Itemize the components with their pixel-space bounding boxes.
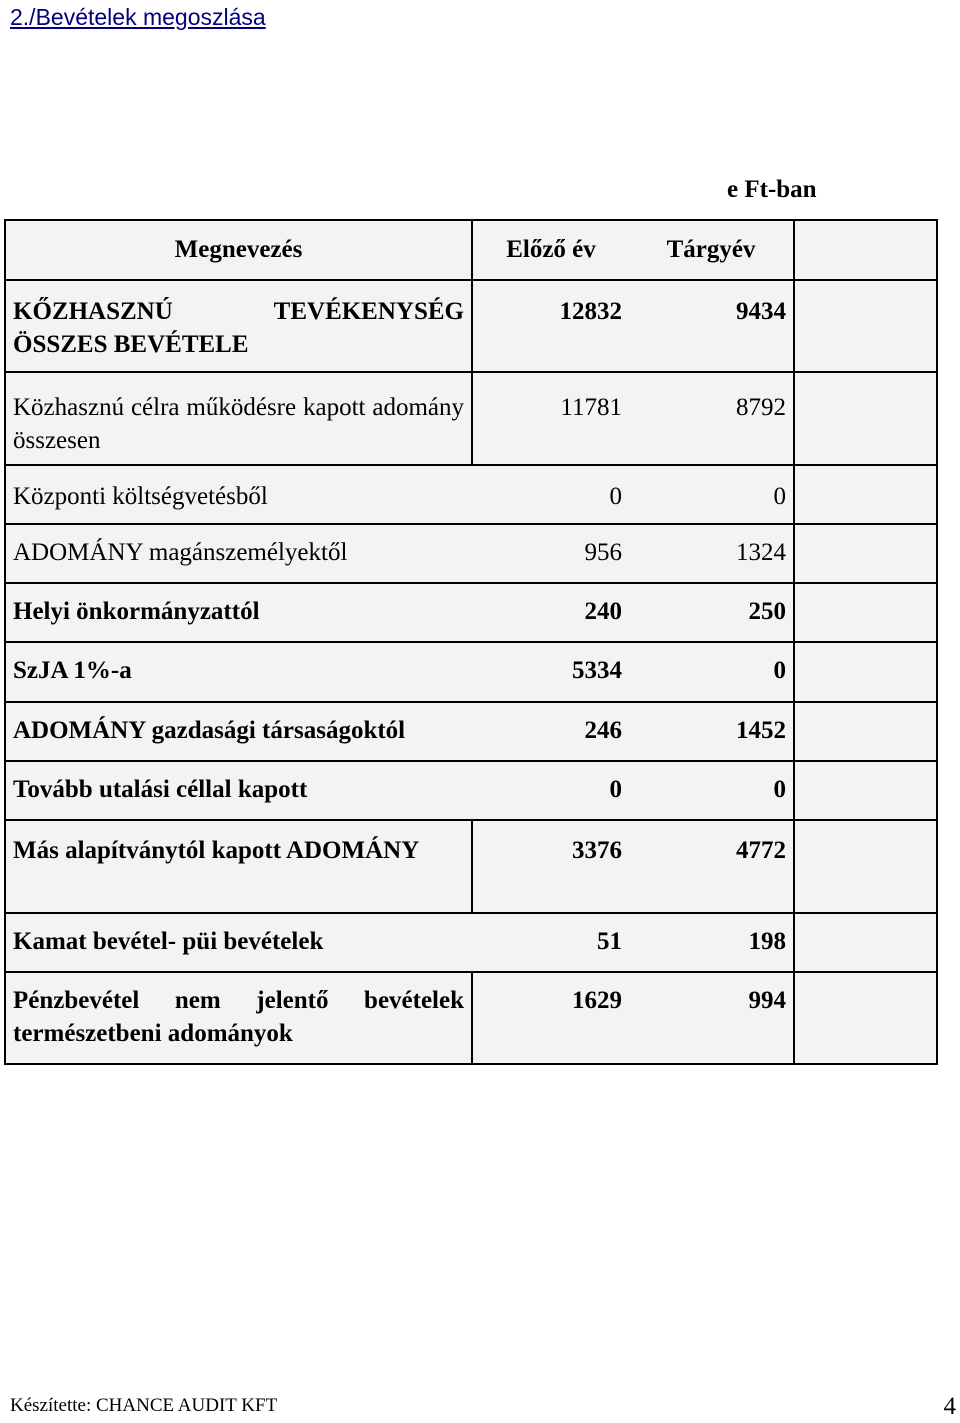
blank-cell (794, 583, 937, 642)
row-current-value: 1324 (629, 524, 794, 583)
row-prev-value: 0 (472, 761, 629, 820)
header-name: Megnevezés (5, 220, 472, 280)
blank-cell (794, 524, 937, 583)
row-name-text: Közhasznú célra működésre kapott adomány összesen (13, 394, 464, 454)
row-current-value: 1452 (629, 702, 794, 761)
blank-cell (794, 280, 937, 372)
table-header-row (5, 220, 937, 280)
blank-cell (794, 761, 937, 820)
row-prev-value: 11781 (472, 372, 629, 465)
header-prev-year: Előző év (472, 220, 629, 280)
table-row (5, 913, 937, 972)
row-current-value: 0 (629, 465, 794, 524)
section-title: 2./Bevételek megoszlása (10, 4, 266, 30)
table-row (5, 642, 937, 702)
row-current-value: 0 (629, 761, 794, 820)
row-name: KŐZHASZNÚ TEVÉKENYSÉG ÖSSZES BEVÉTELE (5, 280, 472, 372)
blank-cell (794, 913, 937, 972)
table-row (5, 280, 937, 372)
row-prev-value: 956 (472, 524, 629, 583)
table-row (5, 702, 937, 761)
table-row (5, 972, 937, 1064)
row-name: SzJA 1%-a (5, 642, 472, 702)
blank-cell (794, 972, 937, 1064)
table-row (5, 372, 937, 465)
row-prev-value: 12832 (472, 280, 629, 372)
table-row (5, 761, 937, 820)
blank-cell (794, 220, 937, 280)
blank-cell (794, 820, 937, 913)
row-name: Tovább utalási céllal kapott (5, 761, 472, 820)
page-number: 4 (943, 1393, 956, 1420)
blank-cell (794, 702, 937, 761)
row-current-value: 4772 (629, 820, 794, 913)
blank-cell (794, 372, 937, 465)
row-current-value: 250 (629, 583, 794, 642)
unit-label: e Ft-ban (727, 176, 817, 203)
row-name: Kamat bevétel- püi bevételek (5, 913, 472, 972)
row-name (5, 372, 472, 465)
row-name: ADOMÁNY gazdasági társaságoktól (5, 702, 472, 761)
row-current-value: 8792 (629, 372, 794, 465)
row-prev-value: 51 (472, 913, 629, 972)
row-name: Pénzbevétel nem jelentő bevételek természetbeni adományok (5, 972, 472, 1064)
row-prev-value: 0 (472, 465, 629, 524)
table-row (5, 820, 937, 913)
footer-author: Készítette: CHANCE AUDIT KFT (10, 1395, 278, 1416)
row-current-value: 9434 (629, 280, 794, 372)
revenue-table (4, 219, 938, 1065)
row-prev-value: 246 (472, 702, 629, 761)
row-prev-value: 5334 (472, 642, 629, 702)
table-row (5, 524, 937, 583)
row-prev-value: 3376 (472, 820, 629, 913)
row-prev-value: 240 (472, 583, 629, 642)
header-current-year: Tárgyév (629, 220, 794, 280)
row-name: Központi költségvetésből (5, 465, 472, 524)
row-prev-value: 1629 (472, 972, 629, 1064)
row-current-value: 198 (629, 913, 794, 972)
blank-cell (794, 465, 937, 524)
row-current-value: 0 (629, 642, 794, 702)
table-row (5, 465, 937, 524)
row-current-value: 994 (629, 972, 794, 1064)
row-name: Más alapítványtól kapott ADOMÁNY (5, 820, 472, 913)
row-name: Helyi önkormányzattól (5, 583, 472, 642)
row-name: ADOMÁNY magánszemélyektől (5, 524, 472, 583)
table-row (5, 583, 937, 642)
blank-cell (794, 642, 937, 702)
